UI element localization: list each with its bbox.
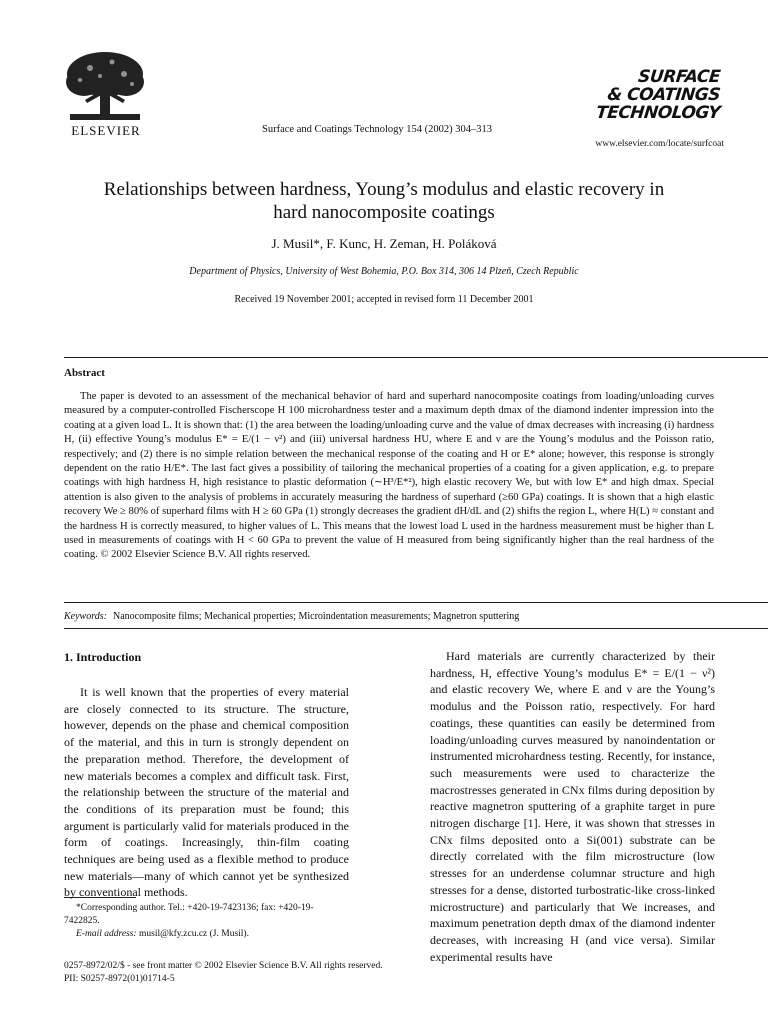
pii-line: PII: S0257-8972(01)01714-5	[64, 974, 175, 984]
page-footer	[64, 960, 383, 986]
keywords-bottom-rule	[64, 628, 768, 629]
abstract-heading: Abstract	[64, 367, 105, 379]
journal-logo-line-1: SURFACE	[637, 67, 722, 87]
abstract-top-rule	[64, 357, 768, 358]
email-address[interactable]: musil@kfy.zcu.cz (J. Musil).	[138, 929, 249, 939]
journal-logo	[590, 68, 720, 122]
journal-citation: Surface and Coatings Technology 154 (2002) 304–313	[262, 124, 493, 135]
keywords	[64, 611, 519, 622]
keywords-label: Keywords:	[64, 611, 107, 622]
received-dates: Received 19 November 2001; accepted in revised form 11 December 2001	[234, 294, 534, 305]
footnote-rule	[64, 897, 136, 898]
journal-logo-line-3: TECHNOLOGY	[595, 103, 722, 123]
intro-paragraph-1: It is well known that the properties of every material are closely connected to its structure. The structure, however, depends on the phase and chemical composition of the material, and this in turn is strongly dependent on the preparation method. Therefore, the development of new materials becomes a complex and difficult task. First, the relationship between the structure of the material and the conditions of its preparation must be found; this argument is particularly valid for materials produced in the form of coatings. Increasingly, thin-film coating techniques are being used as a flexible method to produce new materials—many of which cannot yet be synthesized by conventional methods.	[64, 685, 349, 900]
paper-title	[40, 178, 728, 224]
intro-left-column	[64, 684, 349, 901]
intro-paragraph-2: Hard materials are currently characterized by their hardness, H, effective Young’s modulus E* = E/(1 − ν²) and elastic recovery We, where E and ν are the Young’s modulus and the Poisson ratio, respectively. For hard coatings, these quantities can easily be determined from loading/unloading curves measured by nanoindentation or instrumented microhardness testing. Recently, for instance, such measurements were used to characterize the macrostresses generated in CNx films during deposition by reactive magnetron sputtering of a graphite target in pure nitrogen discharge [1]. Here, it was shown that stresses in CNx films deposited onto a Si(001) substrate can be directly correlated with the film microstructure (low stresses for an underdense columnar structure and high stresses for a dense, distorted turbostratic-like cross-linked microstructure) and particularly that We increases, and maximum penetration depth dmax of the diamond indenter decreases, with increasing H (and vice versa). Similar experimental results have	[430, 649, 715, 964]
title-line-1: Relationships between hardness, Young’s modulus and elastic recovery in	[103, 179, 665, 200]
author-list: J. Musil*, F. Kunc, H. Zeman, H. Poláková	[271, 236, 497, 251]
abstract-text: The paper is devoted to an assessment of the mechanical behavior of hard and superhard nanocomposite coatings from loading/unloading curves measured by a computer-controlled Fischerscope H 100 microhardness tester and a maximum depth dmax of the diamond indenter impression into the coating at a given load L. It is shown that: (1) the area between the loading/unloading curve and the value of dmax decreases with increasing (i) hardness H, (ii) effective Young’s modulus E* = E/(1 − ν²) and (iii) universal hardness HU, where E and ν are the Young’s modulus and the Poisson ratio, respectively; and (2) there is no simple relation between the mechanical response of the coating and H or E* alone; however, this response is strongly dependent on the ratio H/E*. The last fact gives a possibility of tailoring the mechanical properties of a coating for a given application, e.g. to prepare coatings with high hardness H, high resistance to plastic deformation (∼H³/E*²), high elastic recovery We, but with low E* and high dmax. Special attention is also given to the analysis of problems in accurately measuring the hardness of superhard (≥60 GPa) coatings. It is shown that a high elastic recovery We ≥ 80% of superhard films with H ≥ 60 GPa (1) strongly decreases the gradient dH/dL and (2) shifts the region L, where H(L) ≈ constant and the hardness H is correctly measured, to higher values of L. This means that the lowest load L used in the hardness measurement must be higher than L used in measurements of coatings with H < 60 GPa to prevent the value of H measured from being significantly higher than the real hardness of the coating. © 2002 Elsevier Science B.V. All rights reserved.	[64, 391, 714, 561]
section-heading-introduction: 1. Introduction	[64, 650, 142, 664]
email-label: E-mail address:	[76, 929, 137, 939]
journal-url[interactable]: www.elsevier.com/locate/surfcoat	[595, 139, 724, 149]
abstract-bottom-rule	[64, 602, 768, 603]
title-line-2: hard nanocomposite coatings	[273, 202, 495, 223]
corresponding-author: *Corresponding author. Tel.: +420-19-7423136; fax: +420-19-7422825.	[64, 903, 314, 926]
publisher-name: ELSEVIER	[71, 123, 141, 138]
journal-logo-line-2: & COATINGS	[606, 85, 722, 105]
keywords-text: Nanocomposite films; Mechanical properties; Microindentation measurements; Magnetron sputtering	[112, 611, 520, 622]
affiliation: Department of Physics, University of West Bohemia, P.O. Box 314, 306 14 Plzeň, Czech Republic	[189, 266, 579, 277]
intro-right-column	[430, 648, 715, 965]
copyright-line: 0257-8972/02/$ - see front matter © 2002 Elsevier Science B.V. All rights reserved.	[64, 961, 383, 971]
footnote	[64, 902, 349, 941]
